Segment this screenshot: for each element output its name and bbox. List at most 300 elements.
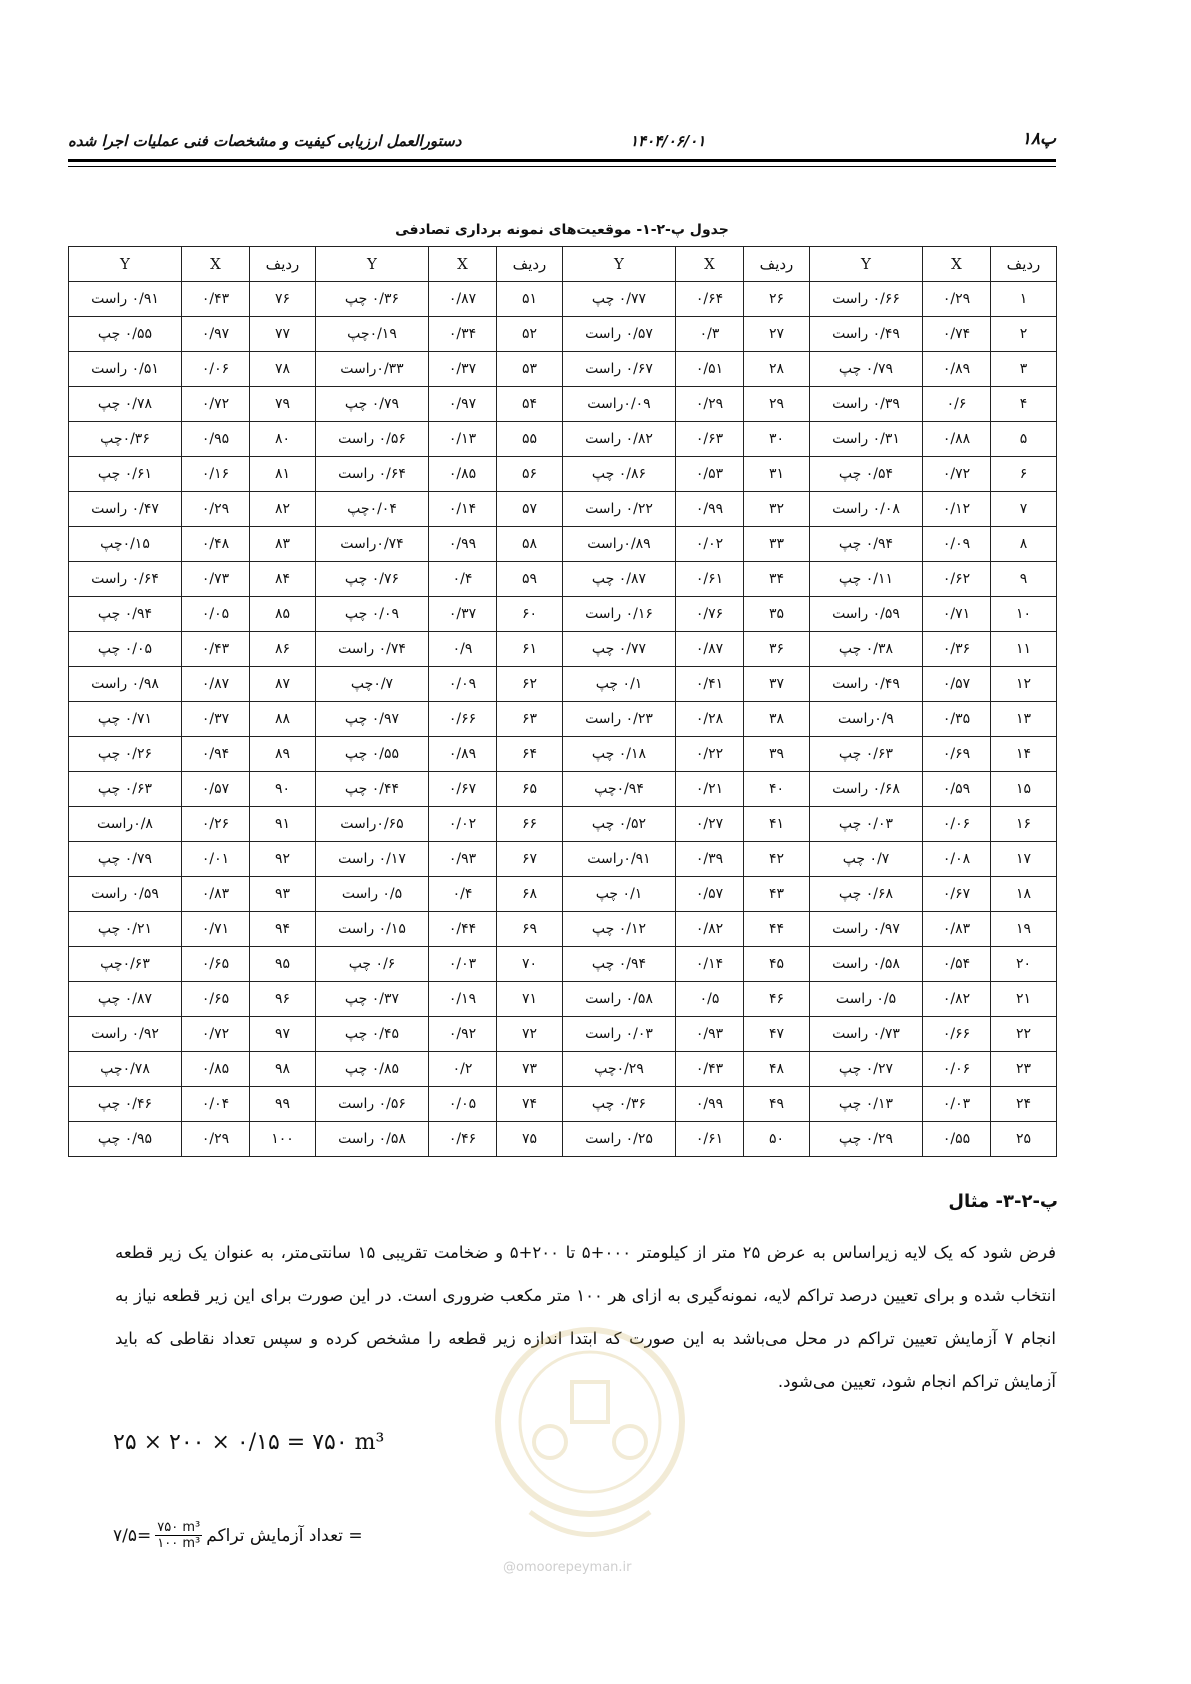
table-cell: ۰/۷۲ — [182, 387, 250, 422]
table-cell: ۰/۴۶ — [429, 1122, 497, 1157]
table-header-cell: Y — [810, 247, 923, 282]
table-cell: ۰/۵ راست — [316, 877, 429, 912]
table-cell: ۰/۲۹ — [923, 282, 991, 317]
table-cell: ۰/۳۷ — [429, 352, 497, 387]
table-cell: ۲۹ — [744, 387, 810, 422]
table-cell: ۰/۶۵ — [182, 982, 250, 1017]
table-cell: ۰/۸۸ — [923, 422, 991, 457]
table-cell: ۵۵ — [497, 422, 563, 457]
table-cell: ۰/۲۹ — [676, 387, 744, 422]
table-cell: ۰/۳ — [676, 317, 744, 352]
table-cell: ۰/۴۱ — [676, 667, 744, 702]
table-cell: ۰/۸۲ راست — [563, 422, 676, 457]
table-cell: ۰/۶ — [923, 387, 991, 422]
table-cell: ۶۲ — [497, 667, 563, 702]
table-cell: ۰/۶۸ چپ — [810, 877, 923, 912]
table-row — [69, 352, 1057, 387]
table-cell: ۰/۰۲ — [676, 527, 744, 562]
table-cell: ۰/۷۸چپ — [69, 1052, 182, 1087]
table-cell: ۰/۱۴ — [676, 947, 744, 982]
table-cell: ۹۹ — [250, 1087, 316, 1122]
table-cell: ۰/۴ — [429, 877, 497, 912]
table-cell: ۰/۶۱ — [676, 1122, 744, 1157]
table-cell: ۰/۰۴ — [182, 1087, 250, 1122]
table-cell: ۵ — [991, 422, 1057, 457]
table-cell: ۰/۷۹ چپ — [69, 842, 182, 877]
table-cell: ۴ — [991, 387, 1057, 422]
table-header-cell: Y — [69, 247, 182, 282]
table-cell: ۰/۵۵ — [923, 1122, 991, 1157]
table-cell: ۶۹ — [497, 912, 563, 947]
table-cell: ۱۶ — [991, 807, 1057, 842]
table-cell: ۰/۲۹چپ — [563, 1052, 676, 1087]
table-cell: ۹ — [991, 562, 1057, 597]
table-cell: ۵۶ — [497, 457, 563, 492]
table-cell: ۲۰ — [991, 947, 1057, 982]
table-cell: ۰/۵ راست — [810, 982, 923, 1017]
table-cell: ۰/۵۶ راست — [316, 1087, 429, 1122]
table-cell: ۹۷ — [250, 1017, 316, 1052]
table-cell: ۹۲ — [250, 842, 316, 877]
table-cell: ۰/۰۶ — [923, 807, 991, 842]
table-cell: ۰/۷ چپ — [810, 842, 923, 877]
table-cell: ۰/۰۱ — [182, 842, 250, 877]
table-cell: ۰/۸۶ چپ — [563, 457, 676, 492]
fraction-numerator: ۷۵۰ m³ — [157, 1520, 201, 1535]
table-cell: ۰/۸۳ — [182, 877, 250, 912]
table-cell: ۰/۱۵چپ — [69, 527, 182, 562]
table-row — [69, 807, 1057, 842]
header-date: ۱۴۰۴/۰۶/۰۱ — [630, 132, 706, 150]
table-cell: ۰/۹۸ راست — [69, 667, 182, 702]
table-cell: ۰/۹۲ راست — [69, 1017, 182, 1052]
table-cell: ۳۶ — [744, 632, 810, 667]
table-cell: ۸۶ — [250, 632, 316, 667]
table-cell: ۰/۱۲ چپ — [563, 912, 676, 947]
table-cell: ۷۷ — [250, 317, 316, 352]
table-cell: ۹۸ — [250, 1052, 316, 1087]
table-cell: ۰/۸۷ چپ — [563, 562, 676, 597]
table-row — [69, 947, 1057, 982]
table-cell: ۰/۹۲ — [429, 1017, 497, 1052]
table-row — [69, 912, 1057, 947]
table-cell: ۱ — [991, 282, 1057, 317]
table-row — [69, 562, 1057, 597]
table-cell: ۲۳ — [991, 1052, 1057, 1087]
table-cell: ۳۲ — [744, 492, 810, 527]
table-row — [69, 772, 1057, 807]
table-cell: ۸۱ — [250, 457, 316, 492]
table-cell: ۰/۲۷ — [676, 807, 744, 842]
table-cell: ۸۴ — [250, 562, 316, 597]
table-cell: ۲۶ — [744, 282, 810, 317]
table-cell: ۰/۴۸ — [182, 527, 250, 562]
table-cell: ۰/۸۷ — [429, 282, 497, 317]
table-cell: ۰/۹۷ چپ — [316, 702, 429, 737]
table-cell: ۰/۶۳ چپ — [810, 737, 923, 772]
table-cell: ۰/۵۴ چپ — [810, 457, 923, 492]
table-cell: ۰/۹۴ چپ — [810, 527, 923, 562]
table-cell: ۰/۰۵ — [429, 1087, 497, 1122]
table-caption: جدول پ-۲-۱- موقعیت‌های نمونه برداری تصادفی — [395, 222, 729, 238]
table-cell: ۰/۵۷ راست — [563, 317, 676, 352]
table-cell: ۵۸ — [497, 527, 563, 562]
table-cell: ۰/۵۵ چپ — [69, 317, 182, 352]
example-paragraph: فرض شود که یک لایه زیراساس به عرض ۲۵ متر از کیلومتر ۰۰۰+۵ تا ۲۰۰+۵ و ضخامت تقریبی ۱۵ سانتی‌متر، به عنوان یک زیر قطعه انتخاب شده و برای تعیین درصد تراکم لایه، نمونه‌گیری به ازای هر ۱۰۰ متر مکعب ضروری است. در این صورت برای این زیر قطعه نیاز به انجام ۷ آزمایش تعیین تراکم در محل می‌باشد به این صورت که ابتدا اندازه زیر قطعه را مشخص کرده و سپس تعداد نقاطی که باید آزمایش تراکم انجام شود، تعیین می‌شود. — [115, 1243, 1057, 1391]
table-row — [69, 737, 1057, 772]
table-cell: ۹۰ — [250, 772, 316, 807]
table-cell: ۰/۵۹ راست — [69, 877, 182, 912]
table-cell: ۷۵ — [497, 1122, 563, 1157]
table-cell: ۰/۹۵ چپ — [69, 1122, 182, 1157]
table-cell: ۰/۶۲ — [923, 562, 991, 597]
table-cell: ۵۷ — [497, 492, 563, 527]
table-cell: ۰/۱۶ راست — [563, 597, 676, 632]
table-cell: ۴۶ — [744, 982, 810, 1017]
table-cell: ۰/۶۷ — [923, 877, 991, 912]
table-cell: ۹۵ — [250, 947, 316, 982]
page-header — [68, 128, 1056, 152]
table-header-cell: ردیف — [744, 247, 810, 282]
table-row — [69, 597, 1057, 632]
table-cell: ۲۴ — [991, 1087, 1057, 1122]
table-cell: ۱۷ — [991, 842, 1057, 877]
table-header-cell: X — [182, 247, 250, 282]
table-cell: ۶۴ — [497, 737, 563, 772]
table-cell: ۲۸ — [744, 352, 810, 387]
table-cell: ۴۷ — [744, 1017, 810, 1052]
table-cell: ۳۷ — [744, 667, 810, 702]
table-cell: ۰/۶۶ — [429, 702, 497, 737]
table-cell: ۰/۳۵ — [923, 702, 991, 737]
table-cell: ۳۵ — [744, 597, 810, 632]
table-row — [69, 527, 1057, 562]
table-cell: ۱۸ — [991, 877, 1057, 912]
table-cell: ۰/۳۶ چپ — [316, 282, 429, 317]
table-cell: ۳۳ — [744, 527, 810, 562]
table-cell: ۰/۹۷ — [429, 387, 497, 422]
table-cell: ۸۸ — [250, 702, 316, 737]
table-cell: ۶۱ — [497, 632, 563, 667]
table-cell: ۰/۶۳چپ — [69, 947, 182, 982]
table-cell: ۰/۲۶ — [182, 807, 250, 842]
table-cell: ۰/۰۸ راست — [810, 492, 923, 527]
table-cell: ۰/۸۵ — [182, 1052, 250, 1087]
table-cell: ۰/۰۴چپ — [316, 492, 429, 527]
table-cell: ۵۳ — [497, 352, 563, 387]
table-cell: ۰/۱۳ — [429, 422, 497, 457]
table-header-cell: X — [923, 247, 991, 282]
fraction-denominator: ۱۰۰ m³ — [157, 1536, 201, 1551]
page-number: پ۱۸ — [1021, 129, 1056, 149]
table-cell: ۰/۴۹ راست — [810, 317, 923, 352]
table-row — [69, 492, 1057, 527]
table-cell: ۷۱ — [497, 982, 563, 1017]
table-cell: ۰/۴۷ راست — [69, 492, 182, 527]
table-cell: ۶۵ — [497, 772, 563, 807]
table-cell: ۰/۵۶ راست — [316, 422, 429, 457]
table-cell: ۳۸ — [744, 702, 810, 737]
table-cell: ۰/۹۴ چپ — [563, 947, 676, 982]
table-cell: ۰/۶۶ — [923, 1017, 991, 1052]
table-cell: ۰/۸۲ — [676, 912, 744, 947]
table-cell: ۳۹ — [744, 737, 810, 772]
table-cell: ۰/۶۴ راست — [316, 457, 429, 492]
table-cell: ۳ — [991, 352, 1057, 387]
table-cell: ۰/۵ — [676, 982, 744, 1017]
table-cell: ۰/۹۹ — [429, 527, 497, 562]
table-cell: ۰/۷۳ — [182, 562, 250, 597]
volume-formula: ۲۵ × ۲۰۰ × ۰/۱۵ = ۷۵۰ m³ — [113, 1430, 385, 1455]
table-cell: ۵۴ — [497, 387, 563, 422]
table-cell: ۴۰ — [744, 772, 810, 807]
table-cell: ۰/۹۷ — [182, 317, 250, 352]
table-cell: ۵۰ — [744, 1122, 810, 1157]
table-cell: ۱۰ — [991, 597, 1057, 632]
table-cell: ۰/۸۷ — [182, 667, 250, 702]
table-cell: ۳۴ — [744, 562, 810, 597]
table-cell: ۰/۶۶ راست — [810, 282, 923, 317]
table-cell: ۰/۶۴ راست — [69, 562, 182, 597]
table-header-cell: X — [676, 247, 744, 282]
section-title: پ-۲-۳- مثال — [948, 1191, 1058, 1212]
table-row — [69, 422, 1057, 457]
table-cell: ۰/۴۳ — [182, 282, 250, 317]
table-cell: ۰/۵۹ — [923, 772, 991, 807]
table-cell: ۰/۱ چپ — [563, 667, 676, 702]
table-cell: ۷ — [991, 492, 1057, 527]
table-cell: ۰/۸۵ — [429, 457, 497, 492]
table-cell: ۰/۳۷ — [429, 597, 497, 632]
table-cell: ۰/۹۳ — [429, 842, 497, 877]
table-cell: ۰/۹راست — [810, 702, 923, 737]
table-cell: ۲۱ — [991, 982, 1057, 1017]
table-row — [69, 387, 1057, 422]
table-cell: ۰/۶۱ — [676, 562, 744, 597]
table-cell: ۰/۵۱ راست — [69, 352, 182, 387]
table-cell: ۰/۷۶ چپ — [316, 562, 429, 597]
table-cell: ۵۲ — [497, 317, 563, 352]
table-cell: ۰/۲۱ — [676, 772, 744, 807]
table-cell: ۰/۴۴ چپ — [316, 772, 429, 807]
table-cell: ۷۸ — [250, 352, 316, 387]
table-cell: ۰/۵۷ — [182, 772, 250, 807]
table-cell: ۰/۳۴ — [429, 317, 497, 352]
table-cell: ۱۳ — [991, 702, 1057, 737]
table-cell: ۶۷ — [497, 842, 563, 877]
table-cell: ۶ — [991, 457, 1057, 492]
table-cell: ۰/۰۵ — [182, 597, 250, 632]
table-cell: ۰/۴ — [429, 562, 497, 597]
table-cell: ۰/۵۸ راست — [316, 1122, 429, 1157]
table-cell: ۰/۲۲ راست — [563, 492, 676, 527]
table-cell: ۰/۵۳ — [676, 457, 744, 492]
table-cell: ۰/۰۹راست — [563, 387, 676, 422]
table-row — [69, 457, 1057, 492]
table-cell: ۰/۷چپ — [316, 667, 429, 702]
table-cell: ۰/۵۸ راست — [563, 982, 676, 1017]
table-cell: ۰/۰۳ — [923, 1087, 991, 1122]
table-cell: ۱۴ — [991, 737, 1057, 772]
table-cell: ۰/۰۳ — [429, 947, 497, 982]
table-row — [69, 877, 1057, 912]
table-cell: ۳۱ — [744, 457, 810, 492]
table-cell: ۰/۶۵ — [182, 947, 250, 982]
table-cell: ۸۰ — [250, 422, 316, 457]
table-cell: ۰/۹۴چپ — [563, 772, 676, 807]
table-cell: ۰/۶۹ — [923, 737, 991, 772]
table-cell: ۰/۷۴ — [923, 317, 991, 352]
table-cell: ۰/۳۶ چپ — [563, 1087, 676, 1122]
table-cell: ۰/۹۱ راست — [69, 282, 182, 317]
table-header-cell: ردیف — [250, 247, 316, 282]
table-cell: ۰/۹۵ — [182, 422, 250, 457]
formula-fraction — [155, 1520, 202, 1551]
table-cell: ۰/۷۹ چپ — [810, 352, 923, 387]
table-cell: ۰/۱۶ — [182, 457, 250, 492]
table-cell: ۰/۲۱ چپ — [69, 912, 182, 947]
table-cell: ۴۳ — [744, 877, 810, 912]
table-cell: ۰/۳۳راست — [316, 352, 429, 387]
sampling-table — [68, 246, 1057, 1157]
table-cell: ۰/۲۷ چپ — [810, 1052, 923, 1087]
table-cell: ۸۷ — [250, 667, 316, 702]
table-cell: ۰/۸۵ چپ — [316, 1052, 429, 1087]
table-cell: ۰/۴۶ چپ — [69, 1087, 182, 1122]
table-header-cell: Y — [316, 247, 429, 282]
table-row — [69, 702, 1057, 737]
table-cell: ۰/۷۴ راست — [316, 632, 429, 667]
table-cell: ۰/۶۷ — [429, 772, 497, 807]
table-header-cell: ردیف — [497, 247, 563, 282]
table-cell: ۰/۴۴ — [429, 912, 497, 947]
table-cell: ۶۶ — [497, 807, 563, 842]
table-cell: ۰/۲۹ — [182, 492, 250, 527]
table-cell: ۰/۲۲ — [676, 737, 744, 772]
table-cell: ۷۲ — [497, 1017, 563, 1052]
table-cell: ۶۸ — [497, 877, 563, 912]
table-cell: ۰/۶۱ چپ — [69, 457, 182, 492]
table-cell: ۲۷ — [744, 317, 810, 352]
table-cell: ۰/۱۵ راست — [316, 912, 429, 947]
table-cell: ۰/۵۲ چپ — [563, 807, 676, 842]
table-cell: ۰/۰۹ — [923, 527, 991, 562]
table-cell: ۰/۱ چپ — [563, 877, 676, 912]
table-cell: ۰/۵۷ — [923, 667, 991, 702]
table-cell: ۰/۷۸ چپ — [69, 387, 182, 422]
table-cell: ۰/۷۷ چپ — [563, 282, 676, 317]
header-title: دستورالعمل ارزیابی کیفیت و مشخصات فنی عملیات اجرا شده — [68, 132, 462, 150]
table-cell: ۰/۲۹ — [182, 1122, 250, 1157]
table-cell: ۴۸ — [744, 1052, 810, 1087]
table-cell: ۰/۴۹ راست — [810, 667, 923, 702]
table-cell: ۰/۵۹ راست — [810, 597, 923, 632]
header-rule-thick — [68, 159, 1056, 162]
publisher-stamp — [490, 1322, 690, 1562]
table-row — [69, 282, 1057, 317]
table-cell: ۰/۵۵ چپ — [316, 737, 429, 772]
table-cell: ۰/۸۹راست — [563, 527, 676, 562]
table-cell: ۰/۲۹ چپ — [810, 1122, 923, 1157]
table-cell: ۹۴ — [250, 912, 316, 947]
table-cell: ۰/۳۹ راست — [810, 387, 923, 422]
table-cell: ۵۹ — [497, 562, 563, 597]
table-cell: ۰/۷۴راست — [316, 527, 429, 562]
table-row — [69, 1122, 1057, 1157]
table-cell: ۰/۱۴ — [429, 492, 497, 527]
table-row — [69, 667, 1057, 702]
table-cell: ۰/۲۵ راست — [563, 1122, 676, 1157]
table-cell: ۷۴ — [497, 1087, 563, 1122]
table-cell: ۳۰ — [744, 422, 810, 457]
table-cell: ۰/۷۹ چپ — [316, 387, 429, 422]
table-cell: ۸ — [991, 527, 1057, 562]
table-cell: ۰/۳۶چپ — [69, 422, 182, 457]
table-cell: ۷۶ — [250, 282, 316, 317]
table-cell: ۰/۷۶ — [676, 597, 744, 632]
table-cell: ۴۹ — [744, 1087, 810, 1122]
table-cell: ۰/۹۳ — [676, 1017, 744, 1052]
table-cell: ۰/۶۴ — [676, 282, 744, 317]
table-header-cell: ردیف — [991, 247, 1057, 282]
table-cell: ۰/۵۱ — [676, 352, 744, 387]
table-row — [69, 842, 1057, 877]
table-cell: ۰/۰۲ — [429, 807, 497, 842]
table-cell: ۰/۶۳ چپ — [69, 772, 182, 807]
table-cell: ۰/۳۶ — [923, 632, 991, 667]
table-cell: ۰/۰۸ — [923, 842, 991, 877]
table-cell: ۰/۱۸ چپ — [563, 737, 676, 772]
table-cell: ۵۱ — [497, 282, 563, 317]
table-cell: ۰/۷۲ — [182, 1017, 250, 1052]
table-cell: ۰/۰۳ چپ — [810, 807, 923, 842]
table-cell: ۲۵ — [991, 1122, 1057, 1157]
table-cell: ۰/۱۹ — [429, 982, 497, 1017]
table-cell: ۰/۶۳ — [676, 422, 744, 457]
table-row — [69, 982, 1057, 1017]
table-row — [69, 317, 1057, 352]
table-cell: ۰/۶۸ راست — [810, 772, 923, 807]
table-cell: ۰/۵۸ راست — [810, 947, 923, 982]
table-cell: ۰/۰۵ چپ — [69, 632, 182, 667]
table-cell: ۰/۷۳ راست — [810, 1017, 923, 1052]
table-cell: ۸۳ — [250, 527, 316, 562]
table-cell: ۴۴ — [744, 912, 810, 947]
table-cell: ۰/۹۹ — [676, 492, 744, 527]
table-cell: ۰/۰۶ — [182, 352, 250, 387]
table-cell: ۲ — [991, 317, 1057, 352]
table-cell: ۰/۷۲ — [923, 457, 991, 492]
table-cell: ۰/۰۹ — [429, 667, 497, 702]
table-cell: ۰/۱۷ راست — [316, 842, 429, 877]
table-cell: ۰/۹۴ — [182, 737, 250, 772]
table-cell: ۰/۹۴ چپ — [69, 597, 182, 632]
table-cell: ۴۲ — [744, 842, 810, 877]
table-header-cell: Y — [563, 247, 676, 282]
header-rule-thin — [68, 166, 1056, 167]
table-cell: ۰/۳۷ — [182, 702, 250, 737]
table-cell: ۰/۷۱ چپ — [69, 702, 182, 737]
table-row — [69, 632, 1057, 667]
table-cell: ۷۹ — [250, 387, 316, 422]
table-cell: ۱۲ — [991, 667, 1057, 702]
formula-result: ۷/۵= — [113, 1525, 152, 1546]
table-cell: ۰/۸۹ — [429, 737, 497, 772]
table-cell: ۶۰ — [497, 597, 563, 632]
table-cell: ۸۲ — [250, 492, 316, 527]
table-cell: ۸۹ — [250, 737, 316, 772]
table-cell: ۰/۶۷ راست — [563, 352, 676, 387]
